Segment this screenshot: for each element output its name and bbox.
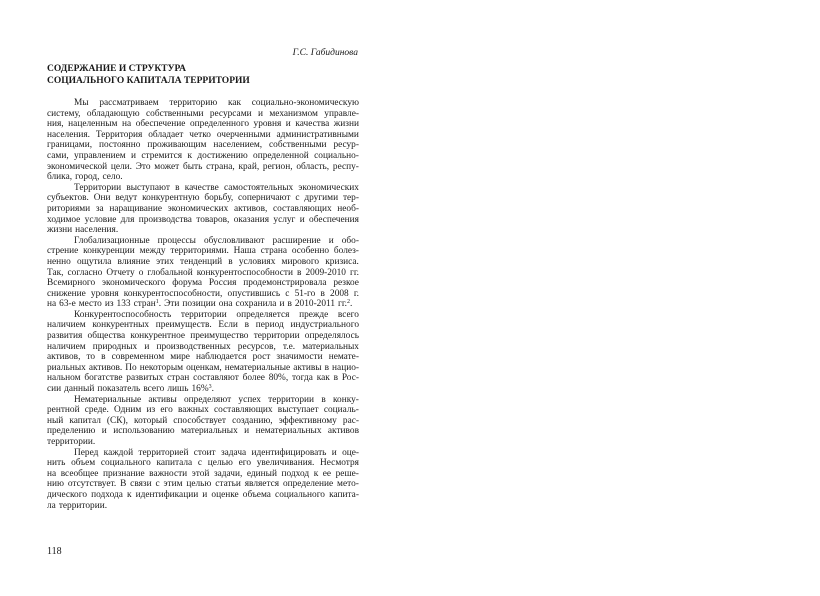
text-line: субъектов. Они ведут конкурентную борьбу, соперничают с другими тер- [47,193,359,204]
paragraph [47,236,359,310]
text-line: Конкурентоспособность территории определяется прежде всего [74,309,359,320]
text-line: ненно ощутила влияние этих тенденций в условиях мирового кризиса. [47,256,359,267]
text-line: на 63-е место из 133 стран$^1$. Эти позиции она сохранила и в 2010-2011 гг.$^2$. [47,299,353,310]
text-line: ный капитал (СК), который способствует созданию, эффективному рас- [47,415,359,426]
text-line: Глобализационные процессы обусловливают расширение и обо- [74,235,359,246]
article-title [47,64,359,87]
paragraph [47,448,359,512]
text-line: экономической цели. Это может быть страна, край, регион, область, респу- [47,161,359,172]
text-line: нию отсутствует. В связи с этим целью статьи является определение мето- [47,479,359,490]
text-line: ния, нацеленным на обеспечение определенного уровня и качества жизни [47,119,359,130]
paragraph [47,183,359,236]
text-line: Территории выступают в качестве самостоятельных экономических [74,182,359,193]
text-line: Нематериальные активы определяют успех территории в конку- [74,394,359,405]
text-line: Мы рассматриваем территорию как социально-экономическую [74,98,359,108]
text-line: жизни населения. [47,225,119,236]
text-line: наличием конкурентных преимуществ. Если в период индустриального [47,320,359,331]
text-line: сами, управлением и стремится к достижению определенной социально- [47,150,359,161]
text-line: Всемирного экономического форума Россия продемонстрировала резкое [47,278,359,289]
text-line: стрение конкуренции между территориями. Наша страна особенно болез- [47,246,359,257]
paragraph [47,310,359,395]
paragraph [47,98,359,183]
text-line: нить объем социального капитала с целью его увеличивания. Несмотря [47,458,359,469]
text-line: населения. Территория обладает четко очерченными административными [47,129,359,140]
text-line: Так, согласно Отчету о глобальной конкурентоспособности в 2009-2010 гг. [47,267,359,278]
title-line: СОЦИАЛЬНОГО КАПИТАЛА ТЕРРИТОРИИ [47,75,250,86]
text-line: рентной среде. Одним из его важных составляющих выступает социаль- [47,405,359,416]
page-number: 118 [47,546,62,557]
text-line: территории. [47,437,96,447]
text-line: пределению и использованию материальных и нематериальных активов [47,426,359,437]
article-body [47,98,359,511]
text-line: систему, обладающую собственными ресурсами и механизмом управле- [47,108,359,119]
text-line: дического подхода к идентификации и оценке объема социального капита- [47,489,359,500]
author-name: Г.С. Габидинова [292,48,358,58]
text-line: риальных активов. По некоторым оценкам, нематериальные активы в нацио- [47,362,359,373]
text-line: блика, город, село. [47,172,123,183]
text-line: сии данный показатель всего лишь 16%$^3$. [47,384,214,395]
text-line: активов, то в современном мире наблюдается рост значимости немате- [47,352,359,363]
text-line: развития общества конкурентное преимущество территории определялось [47,331,359,342]
text-line: на всеобщее признание важности этой задачи, единый подход к ее реше- [47,468,359,479]
text-line: ходимое условие для производства товаров, оказания услуг и обеспечения [47,214,359,225]
text-line: границами, постоянно проживающим населением, собственными ресур- [47,140,359,151]
text-line: риториями за наращивание экономических активов, составляющих необ- [47,203,359,214]
text-line: Перед каждой территорией стоит задача идентифицировать и оце- [74,447,359,458]
title-line: СОДЕРЖАНИЕ И СТРУКТУРА [47,64,187,74]
text-line: наличием природных и производственных ресурсов, т.е. материальных [47,341,359,352]
text-line: нальном богатстве развитых стран составляют более 80%, тогда как в Рос- [47,373,359,384]
text-line: снижение уровня конкурентоспособности, опустившись с 51-го в 2008 г. [47,288,359,299]
paragraph [47,395,359,448]
text-line: ла территории. [47,500,108,511]
